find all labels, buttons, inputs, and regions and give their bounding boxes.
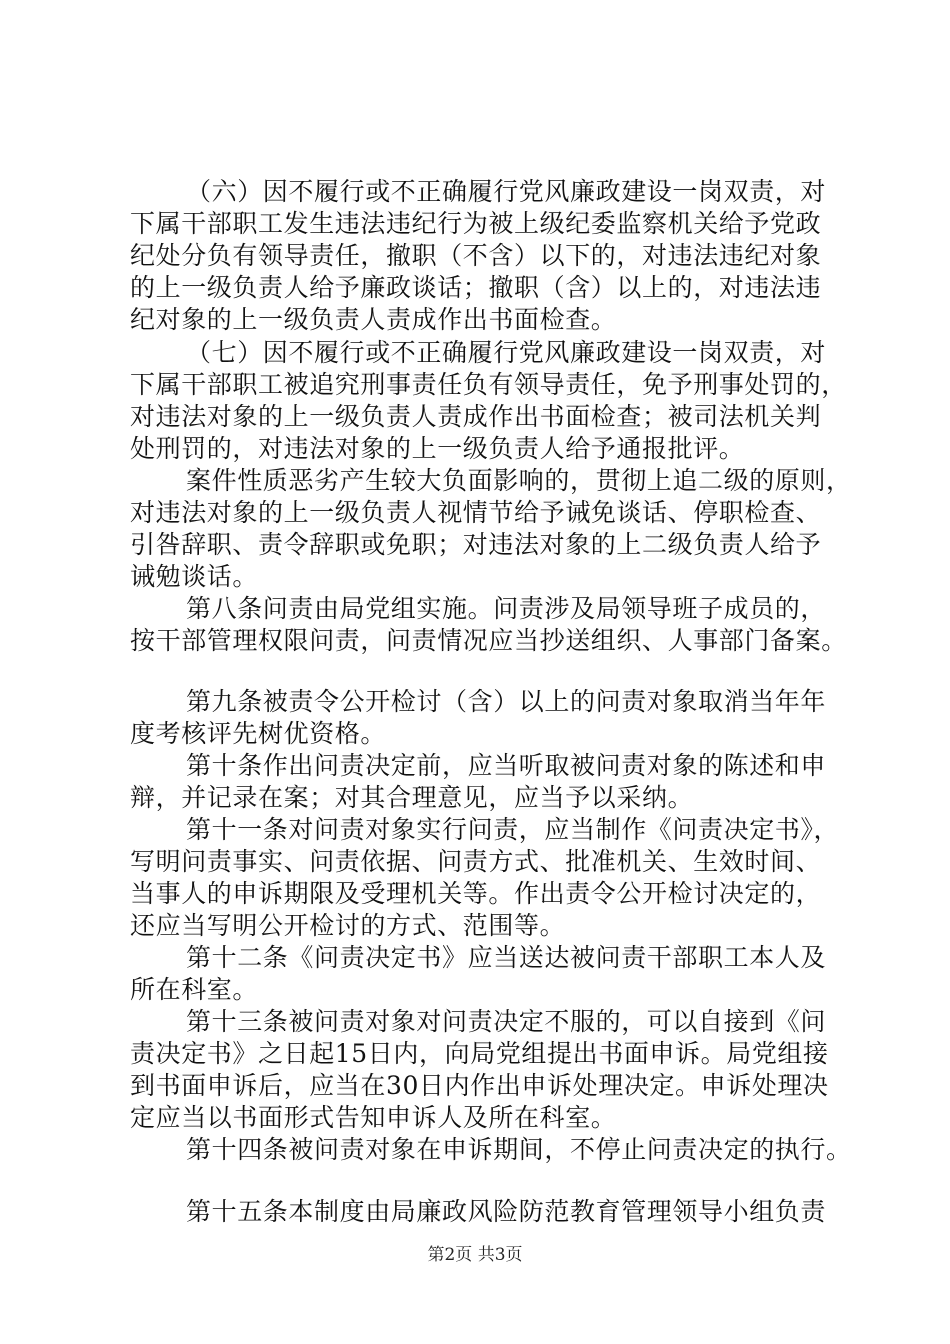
paragraph-line: 第十二条《问责决定书》应当送达被问责干部职工本人及 <box>186 943 827 972</box>
paragraph-line: 当事人的申诉期限及受理机关等。作出责令公开检讨决定的， <box>130 879 822 908</box>
paragraph-line: 第十一条对问责对象实行问责，应当制作《问责决定书》， <box>186 815 840 844</box>
paragraph-line: （七）因不履行或不正确履行党风廉政建设一岗双责，对 <box>186 338 827 367</box>
paragraph-line: 对违法对象的上一级负责人视情节给予诫免谈话、停职检查、 <box>130 498 822 527</box>
paragraph-line: 下属干部职工发生违法违纪行为被上级纪委监察机关给予党政 <box>130 209 822 238</box>
paragraph-line: 对违法对象的上一级负责人责成作出书面检查；被司法机关判 <box>130 402 822 431</box>
paragraph-line: 的上一级负责人给予廉政谈话；撤职（含）以上的，对违法违 <box>130 273 822 302</box>
paragraph-line: 引咎辞职、责令辞职或免职；对违法对象的上二级负责人给予 <box>130 530 822 559</box>
paragraph-line: 写明问责事实、问责依据、问责方式、批准机关、生效时间、 <box>130 847 822 876</box>
paragraph-line: 还应当写明公开检讨的方式、范围等。 <box>130 911 566 940</box>
paragraph-line: 第十三条被问责对象对问责决定不服的，可以自接到《问 <box>186 1007 827 1036</box>
paragraph-line: 第十四条被问责对象在申诉期间，不停止问责决定的执行。 <box>186 1135 852 1164</box>
paragraph-line: 纪处分负有领导责任，撤职（不含）以下的，对违法违纪对象 <box>130 241 822 270</box>
paragraph-line: 定应当以书面形式告知申诉人及所在科室。 <box>130 1103 617 1132</box>
paragraph-line: （六）因不履行或不正确履行党风廉政建设一岗双责，对 <box>186 177 827 206</box>
paragraph-line: 案件性质恶劣产生较大负面影响的，贯彻上追二级的原则， <box>186 466 852 495</box>
paragraph-line: 纪对象的上一级负责人责成作出书面检查。 <box>130 305 617 334</box>
paragraph-line: 到书面申诉后，应当在30日内作出申诉处理决定。申诉处理决 <box>130 1071 829 1100</box>
paragraph-line: 处刑罚的，对违法对象的上一级负责人给予通报批评。 <box>130 434 745 463</box>
paragraph-line: 责决定书》之日起15日内，向局党组提出书面申诉。局党组接 <box>130 1039 829 1068</box>
paragraph-line: 第十条作出问责决定前，应当听取被问责对象的陈述和申 <box>186 751 827 780</box>
paragraph-line: 度考核评先树优资格。 <box>130 719 387 748</box>
paragraph-line: 辩，并记录在案；对其合理意见，应当予以采纳。 <box>130 783 694 812</box>
paragraph-line: 按干部管理权限问责，问责情况应当抄送组织、人事部门备案。 <box>130 626 847 655</box>
paragraph-line: 第十五条本制度由局廉政风险防范教育管理领导小组负责 <box>186 1197 827 1226</box>
paragraph-line: 第九条被责令公开检讨（含）以上的问责对象取消当年年 <box>186 687 827 716</box>
page-number-footer: 第2页 共3页 <box>427 1245 523 1265</box>
paragraph-line: 所在科室。 <box>130 975 259 1004</box>
paragraph-line: 第八条问责由局党组实施。问责涉及局领导班子成员的， <box>186 594 827 623</box>
paragraph-line: 诫勉谈话。 <box>130 562 259 591</box>
paragraph-line: 下属干部职工被追究刑事责任负有领导责任，免予刑事处罚的， <box>130 370 847 399</box>
